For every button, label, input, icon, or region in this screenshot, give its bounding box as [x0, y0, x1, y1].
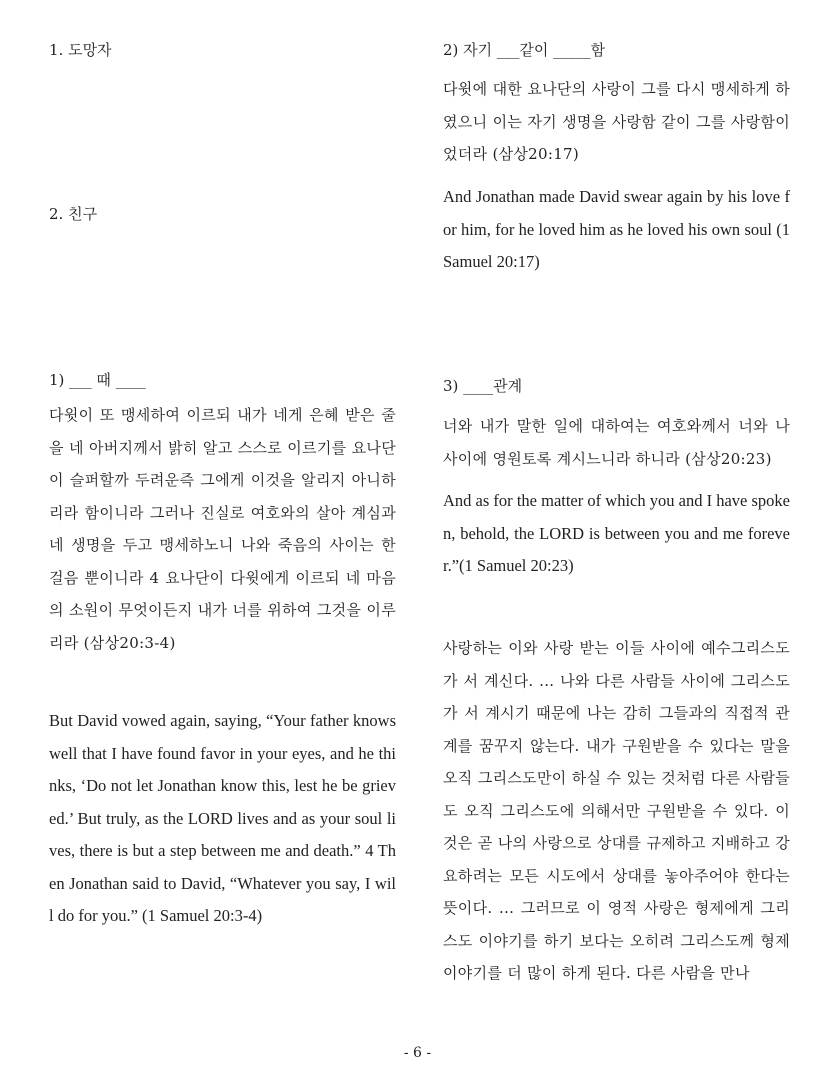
subsection-1-title [49, 370, 396, 390]
korean-verse-text: 다윗에 대한 요나단의 사랑이 그를 다시 맹세하게 하였으니 이는 자기 생명을 사랑함 같이 그를 사랑함이었더라 (삼상20:17) [443, 80, 790, 163]
subsection-2-title-text: 2) 자기 ___같이 _____함 [443, 41, 606, 59]
subsection-3-korean-verse [443, 410, 790, 475]
english-verse-text: And Jonathan made David swear again by his love for him, for he loved him as he loved his own soul (1 Samuel 20:17) [443, 187, 790, 271]
subsection-2-english-verse [443, 181, 790, 279]
subsection-3-title-text: 3) ____관계 [443, 377, 523, 395]
english-verse-text: And as for the matter of which you and I have spoken, behold, the LORD is between you and me forever.”(1 Samuel 20:23) [443, 491, 790, 575]
outline-item-2 [49, 204, 396, 224]
subsection-2-title [443, 40, 790, 60]
commentary-paragraph [443, 632, 790, 990]
subsection-2-korean-verse [443, 73, 790, 171]
outline-item-1-text: 1. 도망자 [49, 41, 112, 59]
subsection-1-title-text: 1) ___ 때 ____ [49, 371, 146, 389]
commentary-text: 사랑하는 이와 사랑 받는 이들 사이에 예수그리스도가 서 계신다. ... 나와 다른 사람들 사이에 그리스도가 서 계시기 때문에 나는 감히 그들과의 직접적 관계를 꿈꾸지 않는다. 내가 구원받을 수 있다는 말을 오직 그리스도만이 하실 수 있는 것처럼 다른 사람들도 오직 그리스도에 의해서만 구원받을 수 있다. 이것은 곧 나의 사랑으로 상대를 규제하고 지배하고 강요하려는 모든 시도에서 상대를 놓아주어야 한다는 뜻이다. ... 그러므로 이 영적 사랑은 형제에게 그리스도 이야기를 하기 보다는 오히려 그리스도께 형제 이야기를 더 많이 하게 된다. 다른 사람을 만나 [443, 639, 790, 982]
outline-item-1 [49, 40, 396, 60]
page-number: - 6 - [403, 1045, 432, 1061]
english-verse-text: But David vowed again, saying, “Your father knows well that I have found favor in your eyes, and he thinks, ‘Do not let Jonathan know this, lest he be grieved.’ But truly, as the LORD lives and as your soul lives, there is but a step between me and death.” 4 Then Jonathan said to David, “Whatever you say, I will do for you.” (1 Samuel 20:3-4) [49, 711, 396, 925]
subsection-3-title [443, 376, 790, 396]
subsection-1-english-verse [49, 705, 396, 933]
korean-verse-text: 다윗이 또 맹세하여 이르되 내가 네게 은혜 받은 줄을 네 아버지께서 밝히 알고 스스로 이르기를 요나단이 슬퍼할까 두려운즉 그에게 이것을 알리지 아니하리라 함이니라 그러나 진실로 여호와의 살아 계심과 네 생명을 두고 맹세하노니 나와 죽음의 사이는 한 걸음 뿐이니라 4 요나단이 다윗에게 이르되 네 마음의 소원이 무엇이든지 내가 너를 위하여 그것을 이루리라 (삼상20:3-4) [49, 406, 396, 652]
subsection-3-english-verse [443, 485, 790, 583]
subsection-1-korean-verse [49, 399, 396, 659]
korean-verse-text: 너와 내가 말한 일에 대하여는 여호와께서 너와 나 사이에 영원토록 계시느니라 하니라 (삼상20:23) [443, 417, 790, 468]
outline-item-2-text: 2. 친구 [49, 205, 98, 223]
